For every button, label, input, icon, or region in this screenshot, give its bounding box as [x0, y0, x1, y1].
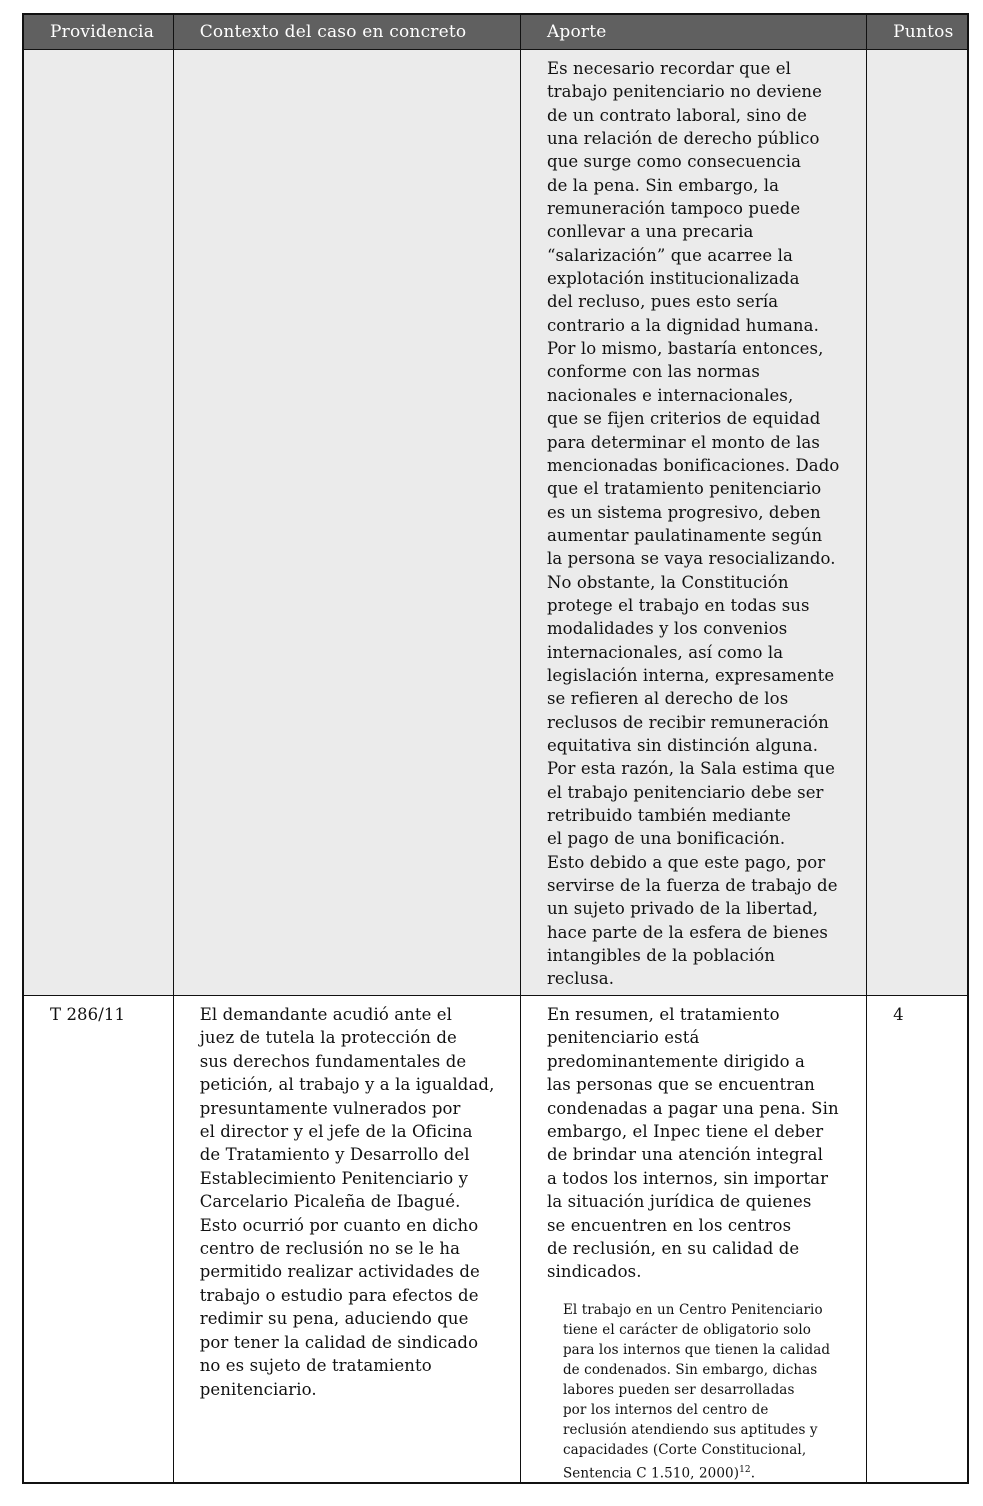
jurisprudence-table — [22, 13, 969, 1484]
text-line: de brindar una atención integral — [546, 1145, 823, 1165]
header-aporte: Aporte — [521, 15, 867, 49]
text-line: condenadas a pagar una pena. Sin — [546, 1098, 839, 1118]
text-line: Por esta razón, la Sala estima que — [546, 759, 835, 779]
text-line: trabajo o estudio para efectos de — [199, 1285, 479, 1305]
text-line: conllevar a una precaria — [546, 222, 754, 242]
text-line: remuneración tampoco puede — [546, 199, 801, 219]
puntos-cell — [867, 50, 967, 995]
text-line: No obstante, la Constitución — [546, 572, 789, 592]
text-line: internacionales, así como la — [546, 642, 784, 662]
header-contexto: Contexto del caso en concreto — [174, 15, 521, 49]
text-line: legislación interna, expresamente — [546, 665, 835, 685]
text-line: del recluso, pues esto sería — [546, 292, 779, 312]
block-quote — [547, 1300, 866, 1484]
text-line: presuntamente vulnerados por — [199, 1098, 461, 1118]
text-line: “salarización” que acarree la — [546, 245, 793, 265]
text-line: de Tratamiento y Desarrollo del — [199, 1145, 470, 1165]
text-line: intangibles de la población — [546, 946, 775, 966]
text-line: penitenciario está — [546, 1028, 700, 1048]
text-line: predominantemente dirigido a — [546, 1051, 805, 1071]
providencia-cell: T 286/11 — [24, 996, 174, 1482]
text-line: hace parte de la esfera de bienes — [546, 922, 828, 942]
text-line: aumentar paulatinamente según — [546, 525, 823, 545]
text-line: En resumen, el tratamiento — [546, 1005, 780, 1024]
text-line: se refieren al derecho de los — [546, 689, 789, 709]
text-line: de un contrato laboral, sino de — [546, 105, 808, 125]
text-line: mencionadas bonificaciones. Dado — [546, 455, 840, 475]
text-line: El trabajo en un Centro Penitenciario — [562, 1301, 823, 1318]
text-line: que se fijen criterios de equidad — [546, 409, 821, 429]
text-line: El demandante acudió ante el — [199, 1005, 453, 1024]
text-line: para los internos que tienen la calidad — [562, 1341, 831, 1358]
providencia-cell — [24, 50, 174, 995]
text-line: para determinar el monto de las — [546, 432, 820, 452]
text-line: reclusión atendiendo sus aptitudes y — [562, 1421, 818, 1438]
text-line: penitenciario. — [199, 1379, 317, 1399]
text-line: permitido realizar actividades de — [199, 1262, 480, 1282]
text-line: Esto ocurrió por cuanto en dicho — [199, 1215, 479, 1235]
table-row — [24, 996, 967, 1482]
text-line: no es sujeto de tratamiento — [199, 1356, 432, 1376]
text-line: Por lo mismo, bastaría entonces, — [546, 339, 824, 359]
aporte-text — [547, 1003, 866, 1284]
text-line: la situación jurídica de quienes — [546, 1192, 812, 1212]
text-line: explotación institucionalizada — [546, 269, 800, 289]
text-line: Establecimiento Penitenciario y — [199, 1168, 469, 1188]
text-line: tiene el carácter de obligatorio solo — [562, 1321, 812, 1338]
quote-text — [563, 1300, 866, 1460]
text-line: reclusos de recibir remuneración — [546, 712, 829, 732]
aporte-cell — [521, 996, 867, 1482]
text-line: embargo, el Inpec tiene el deber — [546, 1122, 824, 1142]
text-line: de condenados. Sin embargo, dichas — [562, 1361, 818, 1378]
text-line: el director y el jefe de la Oficina — [199, 1122, 473, 1142]
text-line: el pago de una bonificación. — [546, 829, 786, 849]
text-line: redimir su pena, aduciendo que — [199, 1309, 469, 1329]
text-line: las personas que se encuentran — [546, 1075, 815, 1095]
text-line: una relación de derecho público — [546, 129, 820, 149]
text-line: que el tratamiento penitenciario — [546, 479, 822, 499]
text-line: Carcelario Picaleña de Ibagué. — [199, 1192, 461, 1212]
text-line: Esto debido a que este pago, por — [546, 852, 826, 872]
header-puntos: Puntos — [893, 22, 954, 42]
footnote-ref[interactable]: 12 — [739, 1464, 751, 1475]
text-line: la persona se vaya resocializando. — [546, 549, 836, 569]
text-line: retribuido también mediante — [546, 806, 791, 825]
header-providencia: Providencia — [24, 15, 174, 49]
text-line: sindicados. — [546, 1262, 642, 1282]
table-header — [24, 15, 967, 50]
text-line: se encuentren en los centros — [546, 1215, 792, 1235]
text-line: juez de tutela la protección de — [199, 1028, 457, 1048]
text-line: conforme con las normas — [546, 362, 760, 382]
puntos-cell: 4 — [893, 1005, 904, 1024]
text-line: por tener la calidad de sindicado — [199, 1332, 479, 1352]
text-line: Es necesario recordar que el — [546, 59, 792, 78]
table-row — [24, 50, 967, 996]
text-line: modalidades y los convenios — [546, 619, 788, 639]
text-line: contrario a la dignidad humana. — [546, 315, 819, 335]
text-line: capacidades (Corte Constitucional, — [562, 1441, 807, 1458]
text-line: protege el trabajo en todas sus — [546, 595, 810, 615]
text-line: petición, al trabajo y a la igualdad, — [199, 1075, 495, 1095]
text-line: a todos los internos, sin importar — [546, 1168, 829, 1188]
text-line: de la pena. Sin embargo, la — [546, 175, 780, 195]
contexto-cell — [174, 996, 521, 1482]
text-line: un sujeto privado de la libertad, — [546, 899, 819, 919]
quote-last-line: Sentencia C 1.510, 2000)$^{12}$. — [562, 1464, 756, 1482]
text-line: por los internos del centro de — [562, 1401, 769, 1418]
text-line: que surge como consecuencia — [546, 152, 802, 172]
text-line: nacionales e internacionales, — [546, 385, 794, 405]
text-line: trabajo penitenciario no deviene — [546, 82, 823, 102]
aporte-cell — [521, 50, 867, 995]
text-line: centro de reclusión no se le ha — [199, 1239, 461, 1259]
text-line: el trabajo penitenciario debe ser — [546, 782, 824, 802]
text-line: reclusa. — [546, 969, 615, 989]
text-line: de reclusión, en su calidad de — [546, 1239, 800, 1259]
text-line: labores pueden ser desarrolladas — [562, 1381, 795, 1398]
text-line: es un sistema progresivo, deben — [546, 502, 821, 522]
text-line: sus derechos fundamentales de — [199, 1051, 467, 1071]
text-line: equitativa sin distinción alguna. — [546, 735, 819, 755]
text-line: servirse de la fuerza de trabajo de — [546, 876, 838, 896]
contexto-cell — [174, 50, 521, 995]
